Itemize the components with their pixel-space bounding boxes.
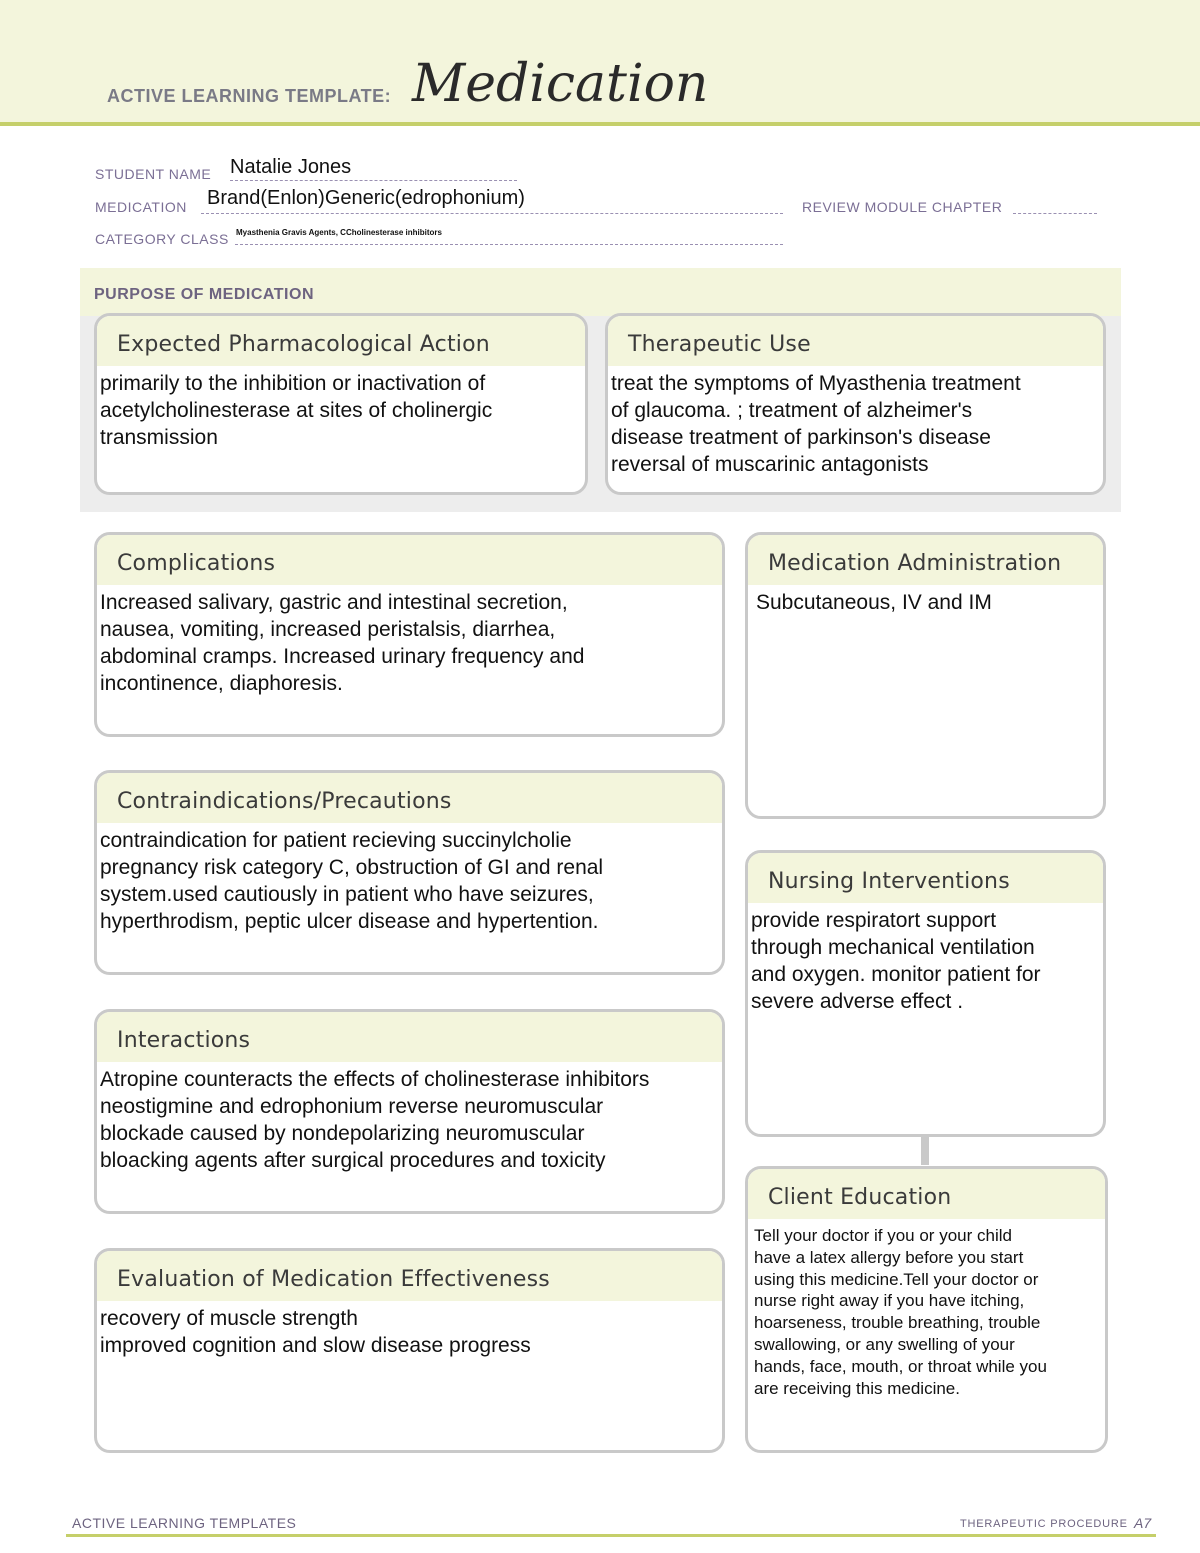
complications-title: Complications [97,535,722,585]
expected-action-text[interactable]: primarily to the inhibition or inactivation of acetylcholinesterase at sites of cholinergic transmission [100,372,493,449]
client-education-card [745,1166,1108,1453]
administration-text[interactable]: Subcutaneous, IV and IM [756,591,992,614]
footer-left: ACTIVE LEARNING TEMPLATES [72,1515,297,1531]
client-education-title: Client Education [748,1169,1105,1219]
category-class-line [235,244,783,245]
administration-card [745,532,1106,819]
therapeutic-use-text[interactable]: treat the symptoms of Myasthenia treatment of glaucoma. ; treatment of alzheimer's disease treatment of parkinson's disease reversal of muscarinic antagonists [611,372,1021,476]
contraindications-card [94,770,725,975]
expected-action-card [94,313,588,495]
student-name-field[interactable]: Natalie Jones [230,156,352,178]
footer-right: THERAPEUTIC PROCEDURE [960,1518,1128,1530]
footer-page-number: A7 [1134,1515,1152,1531]
interactions-card [94,1009,725,1214]
review-module-label: REVIEW MODULE CHAPTER [802,199,1003,215]
footer-rule [66,1534,1156,1537]
interactions-title: Interactions [97,1012,722,1062]
client-education-text[interactable]: Tell your doctor if you or your child have a latex allergy before you start using this medicine.Tell your doctor or nurse right away if you have itching, hoarseness, trouble breathing, trouble swallowing, or any swelling of your hands, face, mouth, or throat while you are receiving this medicine. [754,1226,1047,1398]
category-class-field[interactable]: Myasthenia Gravis Agents, CCholinesterase inhibitors [236,228,442,237]
interactions-text[interactable]: Atropine counteracts the effects of cholinesterase inhibitors neostigmine and edrophonium reverse neuromuscular blockade caused by nondepolarizing neuromuscular bloacking agents after surgical procedures and toxicity [100,1068,650,1172]
student-name-label: STUDENT NAME [95,166,212,182]
administration-title: Medication Administration [748,535,1103,585]
connector-bar [921,1135,929,1165]
category-class-label: CATEGORY CLASS [95,231,229,247]
nursing-interventions-card [745,850,1106,1137]
evaluation-text[interactable]: recovery of muscle strength improved cognition and slow disease progress [100,1307,531,1357]
contraindications-title: Contraindications/Precautions [97,773,722,823]
therapeutic-use-card [605,313,1106,495]
nursing-interventions-title: Nursing Interventions [748,853,1103,903]
medication-field[interactable]: Brand(Enlon)Generic(edrophonium) [207,187,525,209]
complications-card [94,532,725,737]
expected-action-title: Expected Pharmacological Action [97,316,585,366]
header-rule [0,122,1200,126]
template-title: Medication [412,54,709,114]
nursing-interventions-text[interactable]: provide respiratort support through mechanical ventilation and oxygen. monitor patient for severe adverse effect . [751,909,1041,1013]
medication-label: MEDICATION [95,199,187,215]
contraindications-text[interactable]: contraindication for patient recieving succinylcholie pregnancy risk category C, obstruction of GI and renal system.used cautiously in patient who have seizures, hyperthrodism, peptic ulcer disease and hypertention. [100,829,604,933]
evaluation-title: Evaluation of Medication Effectiveness [97,1251,722,1301]
complications-text[interactable]: Increased salivary, gastric and intestinal secretion, nausea, vomiting, increased peristalsis, diarrhea, abdominal cramps. Increased urinary frequency and incontinence, diaphoresis. [100,591,585,695]
medication-line [201,213,783,214]
evaluation-card [94,1248,725,1453]
student-name-line [230,180,517,181]
review-module-field[interactable] [1013,213,1097,214]
therapeutic-use-title: Therapeutic Use [608,316,1103,366]
purpose-title: PURPOSE OF MEDICATION [94,286,314,303]
template-label: ACTIVE LEARNING TEMPLATE: [107,86,392,106]
